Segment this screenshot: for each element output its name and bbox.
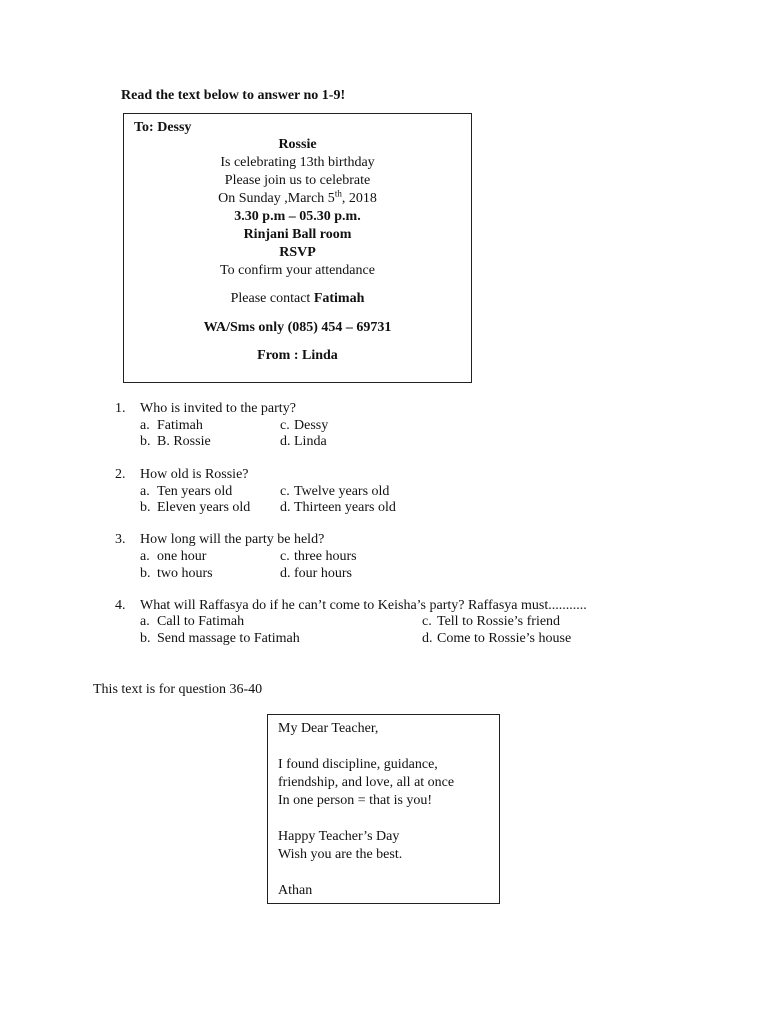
option-c-text: Tell to Rossie’s friend [437, 614, 561, 629]
teacher-card [267, 714, 500, 904]
card-body-line2: friendship, and love, all at once [278, 775, 455, 790]
invitation-venue: Rinjani Ball room [243, 227, 352, 242]
question-number: 4. [115, 598, 126, 613]
invitation-line2: Please join us to celebrate [224, 173, 371, 188]
invitation-phone: WA/Sms only (085) 454 – 69731 [203, 320, 392, 335]
invitation-date-prefix: On Sunday ,March 5 [218, 191, 335, 206]
card-closing-line1: Happy Teacher’s Day [278, 829, 400, 844]
option-c-label: c. [280, 484, 290, 499]
option-d-text: Come to Rossie’s house [437, 631, 572, 646]
option-d-text: Thirteen years old [294, 500, 396, 515]
option-c-text: three hours [294, 549, 357, 564]
invitation-date-sup: th [334, 188, 342, 199]
invitation-from: From : Linda [257, 348, 338, 363]
invitation-name: Rossie [278, 137, 317, 152]
invitation-recipient: To: Dessy [134, 120, 192, 135]
question-number: 2. [115, 467, 126, 482]
option-b-text: two hours [157, 566, 213, 581]
question-text: How old is Rossie? [140, 467, 249, 482]
card-body-line3: In one person = that is you! [278, 793, 433, 808]
invitation-confirm: To confirm your attendance [220, 263, 375, 278]
option-d-label: d. [280, 566, 291, 581]
invitation-time: 3.30 p.m – 05.30 p.m. [234, 209, 361, 224]
option-a-text: one hour [157, 549, 207, 564]
invitation-card [123, 113, 472, 383]
card-signature: Athan [278, 883, 313, 898]
section-heading-2: This text is for question 36-40 [93, 682, 263, 697]
option-a-text: Fatimah [157, 418, 203, 433]
option-b-label: b. [140, 631, 151, 646]
option-a-label: a. [140, 614, 150, 629]
option-b-text: B. Rossie [157, 434, 211, 449]
question-number: 1. [115, 401, 126, 416]
card-closing-line2: Wish you are the best. [278, 847, 403, 862]
invitation-line1: Is celebrating 13th birthday [220, 155, 375, 170]
option-b-label: b. [140, 500, 151, 515]
option-c-text: Dessy [294, 418, 329, 433]
question-text: How long will the party be held? [140, 532, 325, 547]
question-number: 3. [115, 532, 126, 547]
option-c-text: Twelve years old [294, 484, 390, 499]
option-b-label: b. [140, 434, 151, 449]
invitation-date [124, 190, 471, 208]
option-b-text: Send massage to Fatimah [157, 631, 300, 646]
option-c-label: c. [280, 549, 290, 564]
option-a-text: Ten years old [157, 484, 233, 499]
option-d-label: d. [280, 434, 291, 449]
option-a-text: Call to Fatimah [157, 614, 245, 629]
instruction-heading: Read the text below to answer no 1-9! [121, 88, 346, 103]
invitation-contact-name: Fatimah [313, 291, 365, 306]
option-c-label: c. [422, 614, 432, 629]
option-a-label: a. [140, 418, 150, 433]
option-d-text: Linda [294, 434, 327, 449]
option-a-label: a. [140, 549, 150, 564]
option-c-label: c. [280, 418, 290, 433]
invitation-date-suffix: , 2018 [341, 191, 377, 206]
invitation-contact-prefix: Please contact [230, 291, 314, 306]
option-d-label: d. [422, 631, 433, 646]
option-d-text: four hours [294, 566, 352, 581]
option-a-label: a. [140, 484, 150, 499]
invitation-rsvp: RSVP [279, 245, 316, 260]
invitation-contact [124, 290, 471, 308]
option-d-label: d. [280, 500, 291, 515]
card-body-line1: I found discipline, guidance, [278, 757, 438, 772]
option-b-label: b. [140, 566, 151, 581]
option-b-text: Eleven years old [157, 500, 251, 515]
card-greeting: My Dear Teacher, [278, 721, 379, 736]
question-text: Who is invited to the party? [140, 401, 296, 416]
question-text: What will Raffasya do if he can’t come to Keisha’s party? Raffasya must........... [140, 598, 587, 613]
